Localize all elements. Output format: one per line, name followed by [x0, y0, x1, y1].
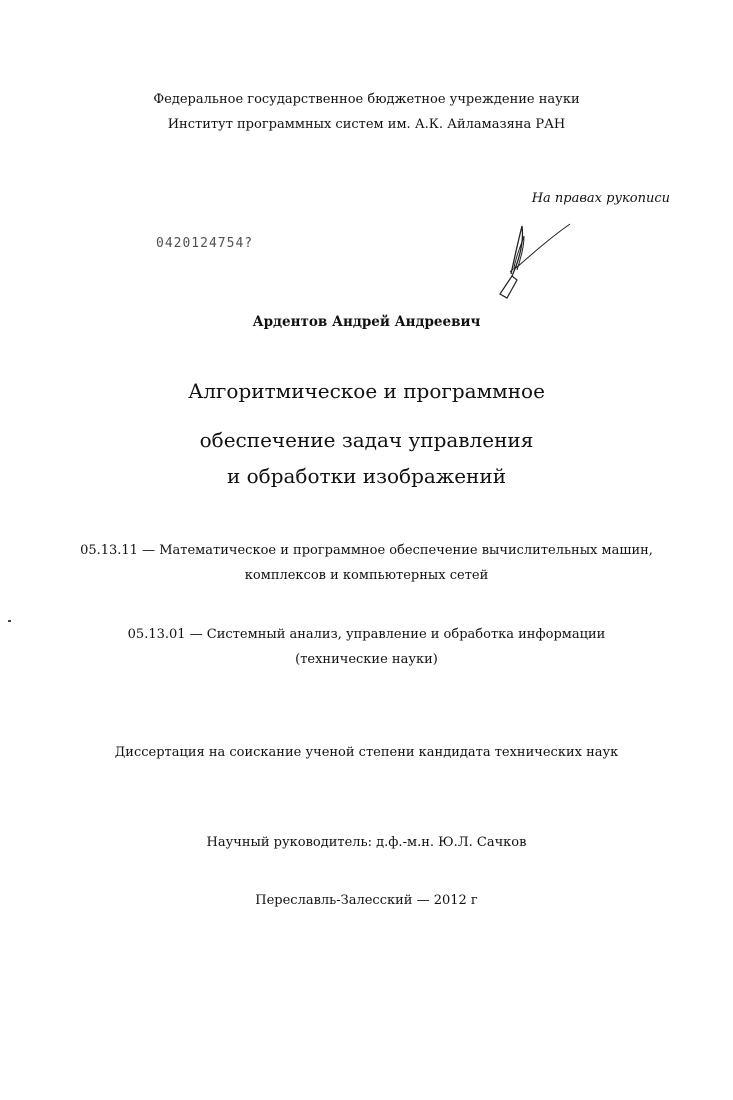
specialty-2-line-2: (технические науки) [295, 652, 438, 667]
specialty-1-line-2: комплексов и компьютерных сетей [244, 568, 489, 583]
author-name: Ардентов Андрей Андреевич [252, 314, 481, 330]
degree-statement: Диссертация на соискание ученой степени кандидата технических наук [114, 745, 619, 760]
place-and-year: Переславль-Залесский — 2012 г [255, 893, 478, 908]
thesis-title-line-1: Алгоритмическое и программное [188, 379, 545, 403]
serial-number: 0420124754? [156, 236, 254, 251]
institution-line-1: Федеральное государственное бюджетное учреждение науки [153, 92, 580, 107]
scan-speck [8, 620, 11, 622]
specialty-1-line-1: 05.13.11 — Математическое и программное обеспечение вычислительных машин, [80, 543, 653, 558]
handwritten-signature [490, 218, 575, 300]
thesis-title-line-3: и обработки изображений [226, 464, 507, 488]
scientific-advisor: Научный руководитель: д.ф.-м.н. Ю.Л. Сачков [206, 835, 527, 850]
specialty-2-line-1: 05.13.01 — Системный анализ, управление и обработка информации [127, 627, 606, 642]
thesis-title-line-2: обеспечение задач управления [199, 428, 534, 452]
institution-line-2: Институт программных систем им. А.К. Айламазяна РАН [167, 117, 566, 132]
manuscript-rights-note: На правах рукописи [531, 191, 670, 206]
